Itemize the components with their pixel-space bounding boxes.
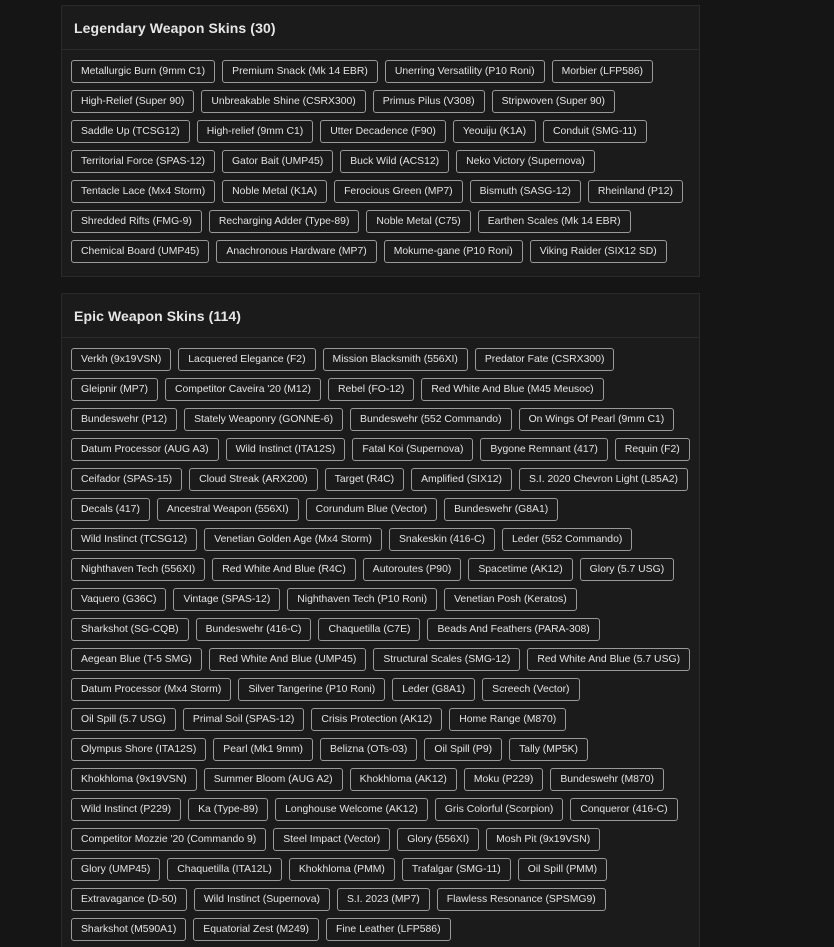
weapon-skin-tag[interactable]: Bundeswehr (M870) [550,768,664,791]
weapon-skin-tag[interactable]: On Wings Of Pearl (9mm C1) [519,408,675,431]
epic-weapon-skins-panel [61,293,700,947]
weapon-skin-tag[interactable]: Cloud Streak (ARX200) [189,468,318,491]
weapon-skin-tag[interactable]: Leder (552 Commando) [502,528,632,551]
weapon-skin-tag[interactable]: Unbreakable Shine (CSRX300) [201,90,365,113]
weapon-skin-tag[interactable]: Bundeswehr (P12) [71,408,177,431]
weapon-skin-tag[interactable]: High-Relief (Super 90) [71,90,194,113]
weapon-skin-tag[interactable]: Belizna (OTs-03) [320,738,417,761]
weapon-skin-tag[interactable]: Primal Soil (SPAS-12) [183,708,304,731]
weapon-skin-tag[interactable]: Conqueror (416-C) [570,798,677,821]
weapon-skin-tag[interactable]: Fine Leather (LFP586) [326,918,451,941]
weapon-skin-tag[interactable]: Red White And Blue (UMP45) [209,648,366,671]
weapon-skin-tag[interactable]: Glory (5.7 USG) [580,558,674,581]
weapon-skin-tag[interactable]: Wild Instinct (P229) [71,798,181,821]
weapon-skin-tag[interactable]: Spacetime (AK12) [468,558,572,581]
weapon-skin-tag[interactable]: Gris Colorful (Scorpion) [435,798,564,821]
weapon-skin-tag[interactable]: Crisis Protection (AK12) [311,708,442,731]
weapon-skin-tag[interactable]: Decals (417) [71,498,150,521]
weapon-skin-tag[interactable]: Structural Scales (SMG-12) [373,648,520,671]
weapon-skin-tag[interactable]: Bundeswehr (552 Commando) [350,408,512,431]
weapon-skin-tag[interactable]: Verkh (9x19VSN) [71,348,171,371]
weapon-skin-tag[interactable]: Stripwoven (Super 90) [492,90,615,113]
weapon-skin-tag[interactable]: Unerring Versatility (P10 Roni) [385,60,545,83]
weapon-skin-tag[interactable]: Viking Raider (SIX12 SD) [530,240,667,263]
weapon-skin-tag[interactable]: Rebel (FO-12) [328,378,414,401]
weapon-skin-tag[interactable]: Wild Instinct (Supernova) [194,888,330,911]
weapon-skin-tag[interactable]: Moku (P229) [464,768,543,791]
weapon-skin-tag[interactable]: Oil Spill (P9) [424,738,502,761]
weapon-skin-tag[interactable]: Beads And Feathers (PARA-308) [427,618,599,641]
weapon-skin-tag[interactable]: Nighthaven Tech (P10 Roni) [287,588,437,611]
weapon-skin-tag[interactable]: Chaquetilla (ITA12L) [167,858,282,881]
weapon-skin-tag[interactable]: Utter Decadence (F90) [320,120,446,143]
weapon-skin-tag[interactable]: Glory (556XI) [397,828,479,851]
panel-title: Legendary Weapon Skins (30) [74,19,276,36]
weapon-skin-tag[interactable]: Datum Processor (AUG A3) [71,438,219,461]
weapon-skin-tag[interactable]: Rheinland (P12) [588,180,683,203]
weapon-skin-tag[interactable]: Venetian Golden Age (Mx4 Storm) [204,528,382,551]
skin-chip-list [62,50,699,263]
weapon-skin-tag[interactable]: Primus Pilus (V308) [373,90,485,113]
weapon-skin-tag[interactable]: S.I. 2020 Chevron Light (L85A2) [519,468,688,491]
weapon-skin-tag[interactable]: S.I. 2023 (MP7) [337,888,430,911]
weapon-skin-tag[interactable]: Chaquetilla (C7E) [318,618,420,641]
weapon-skin-tag[interactable]: Vaquero (G36C) [71,588,166,611]
weapon-skin-tag[interactable]: Competitor Mozzie '20 (Commando 9) [71,828,266,851]
weapon-skin-tag[interactable]: Yeouiju (K1A) [453,120,536,143]
weapon-skin-tag[interactable]: Bundeswehr (416-C) [196,618,312,641]
weapon-skin-tag[interactable]: Ka (Type-89) [188,798,268,821]
weapon-skin-tag[interactable]: Bismuth (SASG-12) [470,180,581,203]
weapon-skin-tag[interactable]: Khokhloma (9x19VSN) [71,768,197,791]
weapon-skin-tag[interactable]: Glory (UMP45) [71,858,160,881]
panel-header [62,6,699,50]
weapon-skin-tag[interactable]: Red White And Blue (R4C) [212,558,356,581]
panel-header [62,294,699,338]
weapon-skin-tag[interactable]: Oil Spill (5.7 USG) [71,708,176,731]
weapon-skin-tag[interactable]: Nighthaven Tech (556XI) [71,558,205,581]
weapon-skin-tag[interactable]: Red White And Blue (M45 Meusoc) [421,378,603,401]
weapon-skin-tag[interactable]: Competitor Caveira '20 (M12) [165,378,321,401]
weapon-skin-tag[interactable]: Oil Spill (PMM) [518,858,607,881]
weapon-skin-tag[interactable]: Screech (Vector) [482,678,579,701]
weapon-skin-tag[interactable]: Territorial Force (SPAS-12) [71,150,215,173]
weapon-skin-tag[interactable]: Trafalgar (SMG-11) [402,858,511,881]
weapon-skin-tag[interactable]: Requin (F2) [615,438,690,461]
weapon-skin-tag[interactable]: Wild Instinct (TCSG12) [71,528,197,551]
weapon-skin-tag[interactable]: Earthen Scales (Mk 14 EBR) [478,210,631,233]
weapon-skin-tag[interactable]: Ancestral Weapon (556XI) [157,498,299,521]
weapon-skin-tag[interactable]: Buck Wild (ACS12) [340,150,449,173]
weapon-skin-tag[interactable]: Khokhloma (PMM) [289,858,395,881]
weapon-skin-tag[interactable]: Metallurgic Burn (9mm C1) [71,60,215,83]
weapon-skin-tag[interactable]: Gator Bait (UMP45) [222,150,333,173]
weapon-skin-tag[interactable]: Pearl (Mk1 9mm) [213,738,313,761]
weapon-skin-tag[interactable]: Fatal Koi (Supernova) [352,438,473,461]
weapon-skin-tag[interactable]: Anachronous Hardware (MP7) [216,240,376,263]
panel-title: Epic Weapon Skins (114) [74,307,241,324]
weapon-skin-tag[interactable]: Predator Fate (CSRX300) [475,348,615,371]
weapon-skin-tag[interactable]: Vintage (SPAS-12) [173,588,280,611]
weapon-skin-tag[interactable]: Conduit (SMG-11) [543,120,647,143]
weapon-skin-tag[interactable]: Autoroutes (P90) [363,558,462,581]
weapon-skin-tag[interactable]: Wild Instinct (ITA12S) [226,438,346,461]
weapon-skin-tag[interactable]: Saddle Up (TCSG12) [71,120,190,143]
weapon-skin-tag[interactable]: Flawless Resonance (SPSMG9) [437,888,606,911]
weapon-skin-tag[interactable]: Home Range (M870) [449,708,566,731]
weapon-skin-tag[interactable]: High-relief (9mm C1) [197,120,313,143]
weapon-skin-tag[interactable]: Shredded Rifts (FMG-9) [71,210,202,233]
legendary-weapon-skins-panel [61,5,700,277]
weapon-skin-tag[interactable]: Bygone Remnant (417) [480,438,607,461]
weapon-skin-tag[interactable]: Corundum Blue (Vector) [306,498,437,521]
weapon-skin-tag[interactable]: Longhouse Welcome (AK12) [275,798,428,821]
weapon-skin-tag[interactable]: Mokume-gane (P10 Roni) [384,240,523,263]
weapon-skin-tag[interactable]: Datum Processor (Mx4 Storm) [71,678,231,701]
weapon-skin-tag[interactable]: Tally (MP5K) [509,738,588,761]
weapon-skin-tag[interactable]: Snakeskin (416-C) [389,528,495,551]
weapon-skin-tag[interactable]: Target (R4C) [325,468,404,491]
weapon-skin-tag[interactable]: Neko Victory (Supernova) [456,150,595,173]
weapon-skin-tag[interactable]: Stately Weaponry (GONNE-6) [184,408,343,431]
weapon-skin-tag[interactable]: Recharging Adder (Type-89) [209,210,360,233]
weapon-skin-tag[interactable]: Steel Impact (Vector) [273,828,390,851]
weapon-skin-tag[interactable]: Silver Tangerine (P10 Roni) [238,678,385,701]
weapon-skin-tag[interactable]: Chemical Board (UMP45) [71,240,209,263]
weapon-skin-tag[interactable]: Summer Bloom (AUG A2) [204,768,343,791]
weapon-skin-tag[interactable]: Ceifador (SPAS-15) [71,468,182,491]
weapon-skin-tag[interactable]: Leder (G8A1) [392,678,475,701]
weapon-skin-tag[interactable]: Gleipnir (MP7) [71,378,158,401]
weapon-skin-tag[interactable]: Extravagance (D-50) [71,888,187,911]
weapon-skin-tag[interactable]: Venetian Posh (Keratos) [444,588,577,611]
weapon-skin-tag[interactable]: Lacquered Elegance (F2) [178,348,315,371]
weapon-skin-tag[interactable]: Red White And Blue (5.7 USG) [527,648,690,671]
weapon-skin-tag[interactable]: Noble Metal (C75) [366,210,470,233]
weapon-skin-tag[interactable]: Noble Metal (K1A) [222,180,327,203]
weapon-skin-tag[interactable]: Tentacle Lace (Mx4 Storm) [71,180,215,203]
weapon-skin-tag[interactable]: Bundeswehr (G8A1) [444,498,558,521]
weapon-skin-tag[interactable]: Khokhloma (AK12) [350,768,457,791]
weapon-skin-tag[interactable]: Equatorial Zest (M249) [193,918,319,941]
weapon-skin-tag[interactable]: Sharkshot (M590A1) [71,918,186,941]
weapon-skin-tag[interactable]: Aegean Blue (T-5 SMG) [71,648,202,671]
weapon-skin-tag[interactable]: Morbier (LFP586) [552,60,653,83]
weapon-skin-tag[interactable]: Mission Blacksmith (556XI) [323,348,468,371]
skin-chip-list [62,338,699,941]
weapon-skin-tag[interactable]: Mosh Pit (9x19VSN) [486,828,600,851]
weapon-skin-tag[interactable]: Premium Snack (Mk 14 EBR) [222,60,378,83]
weapon-skin-tag[interactable]: Sharkshot (SG-CQB) [71,618,189,641]
weapon-skin-tag[interactable]: Olympus Shore (ITA12S) [71,738,206,761]
weapon-skin-tag[interactable]: Amplified (SIX12) [411,468,512,491]
weapon-skin-tag[interactable]: Ferocious Green (MP7) [334,180,463,203]
